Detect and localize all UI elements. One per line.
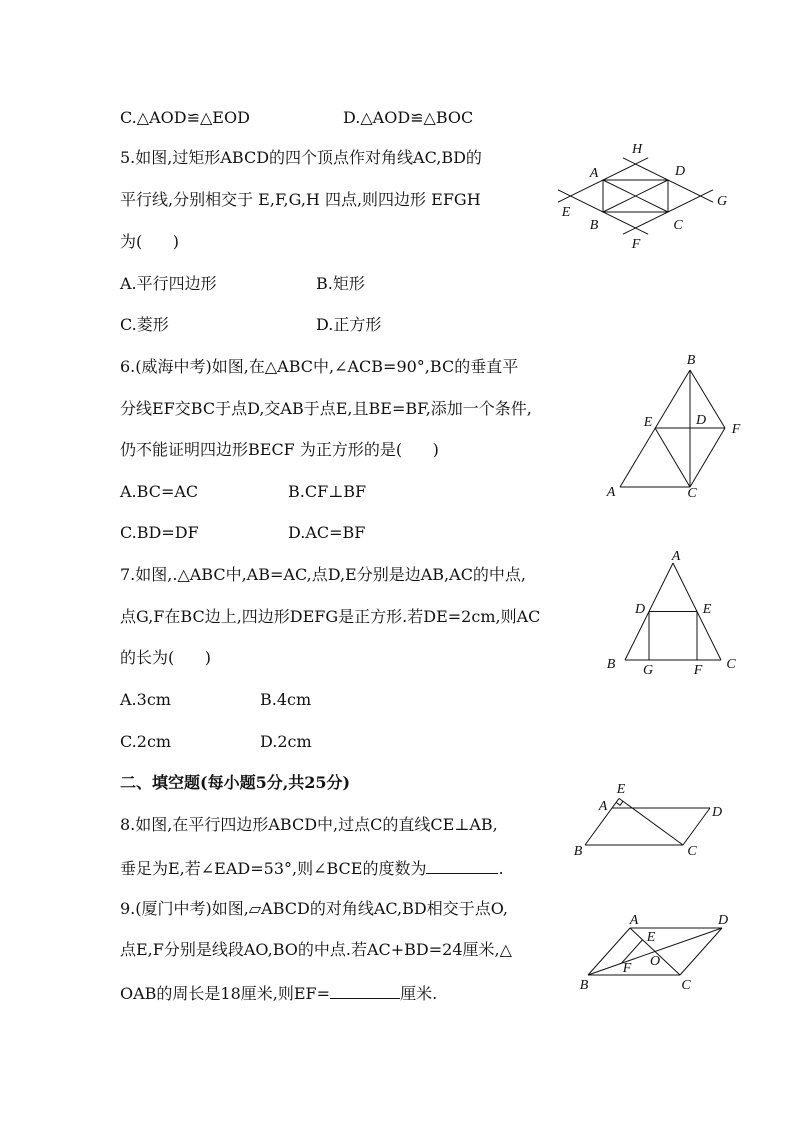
q8-answer-blank: [426, 857, 498, 874]
q7-stem-line-3: 的长为( ): [120, 648, 212, 667]
q9-stem-line-1: 9.(厦门中考)如图,▱ABCD的对角线AC,BD相交于点O,: [120, 899, 508, 918]
q7-option-a: A.3cm: [120, 690, 171, 709]
label-a: A: [629, 913, 639, 928]
segment-fc: [690, 428, 725, 487]
label-c: C: [687, 486, 697, 501]
q7-option-c: C.2cm: [120, 732, 172, 751]
q5-stem-line-1: 5.如图,过矩形ABCD的四个顶点作对角线AC,BD的: [120, 148, 482, 167]
label-b: B: [589, 218, 599, 233]
label-b: B: [579, 978, 589, 993]
segment-dc: [683, 808, 710, 845]
q5-option-a: A.平行四边形: [120, 274, 217, 293]
q8-figure: [574, 782, 722, 859]
label-e: E: [561, 205, 571, 220]
q6-option-d: D.AC=BF: [288, 523, 366, 542]
label-g: G: [642, 663, 654, 678]
q6-option-c: C.BD=DF: [120, 523, 199, 542]
label-c: C: [687, 844, 697, 859]
q7-figure: [607, 549, 737, 678]
label-c: C: [726, 657, 736, 672]
q9-answer-blank: [330, 982, 400, 999]
label-e: E: [643, 415, 653, 430]
label-a: A: [589, 166, 599, 181]
q6-stem-line-3: 仍不能证明四边形BECF 为正方形的是( ): [120, 440, 439, 459]
q9-stem-line-3: [120, 982, 437, 1002]
q6-stem-line-2: 分线EF交BC于点D,交AB于点E,且BE=BF,添加一个条件,: [120, 399, 532, 418]
label-c: C: [681, 978, 691, 993]
label-g: G: [716, 194, 728, 209]
q9-figure: [580, 913, 728, 993]
label-a: A: [606, 485, 616, 500]
label-f: F: [693, 663, 703, 678]
label-d: D: [695, 413, 707, 428]
q5-option-c: C.菱形: [120, 315, 169, 334]
q5-option-d: D.正方形: [316, 315, 382, 334]
q7-option-b: B.4cm: [260, 690, 312, 709]
q5-stem-line-3: 为( ): [120, 232, 180, 251]
q6-option-b: B.CF⊥BF: [288, 482, 367, 501]
label-c: C: [673, 218, 683, 233]
q8-text-before-blank: 垂足为E,若∠EAD=53°,则∠BCE的度数为: [120, 859, 427, 878]
q7-stem-line-2: 点G,F在BC边上,四边形DEFG是正方形.若DE=2cm,则AC: [120, 607, 541, 626]
label-b: B: [606, 657, 616, 672]
label-f: F: [622, 961, 632, 976]
label-e: E: [702, 602, 712, 617]
q6-option-a: A.BC=AC: [120, 482, 199, 501]
label-o: O: [649, 954, 661, 969]
q9-stem-line-2: 点E,F分别是线段AO,BO的中点.若AC+BD=24厘米,△: [120, 940, 512, 959]
q5-stem-line-2: 平行线,分别相交于 E,F,G,H 四点,则四边形 EFGH: [120, 190, 481, 209]
segment-ec: [655, 428, 690, 487]
q4-option-d: D.△AOD≌△BOC: [343, 108, 474, 127]
q8-text-after-blank: .: [498, 859, 504, 878]
label-b: B: [686, 353, 696, 368]
q8-stem-line-1: 8.如图,在平行四边形ABCD中,过点C的直线CE⊥AB,: [120, 815, 498, 834]
q6-stem-line-1: 6.(威海中考)如图,在△ABC中,∠ACB=90°,BC的垂直平: [120, 357, 519, 376]
label-f: F: [631, 237, 641, 252]
label-a: A: [598, 799, 608, 814]
q9-text-before-blank: OAB的周长是18厘米,则EF=: [120, 984, 331, 1003]
label-d: D: [711, 805, 723, 820]
q7-option-d: D.2cm: [260, 732, 312, 751]
q5-option-b: B.矩形: [316, 274, 365, 293]
q8-stem-line-2: [120, 857, 504, 877]
q4-option-c: C.△AOD≌△EOD: [120, 108, 250, 127]
label-d: D: [634, 602, 646, 617]
label-h: H: [631, 142, 643, 157]
label-b: B: [573, 844, 583, 859]
q7-stem-line-1: 7.如图,.△ABC中,AB=AC,点D,E分别是边AB,AC的中点,: [120, 565, 527, 584]
q5-figure: [558, 142, 727, 252]
label-a: A: [671, 549, 681, 564]
right-angle-mark: [616, 801, 623, 805]
label-e: E: [616, 782, 626, 797]
section-heading-fill-in: 二、填空题(每小题5分,共25分): [120, 773, 351, 792]
segment-ce: [619, 798, 683, 845]
label-f: F: [731, 422, 741, 437]
q9-text-after-blank: 厘米.: [400, 984, 438, 1003]
label-d: D: [674, 164, 686, 179]
q6-figure: [606, 353, 741, 501]
label-e: E: [646, 930, 656, 945]
label-d: D: [717, 913, 729, 928]
